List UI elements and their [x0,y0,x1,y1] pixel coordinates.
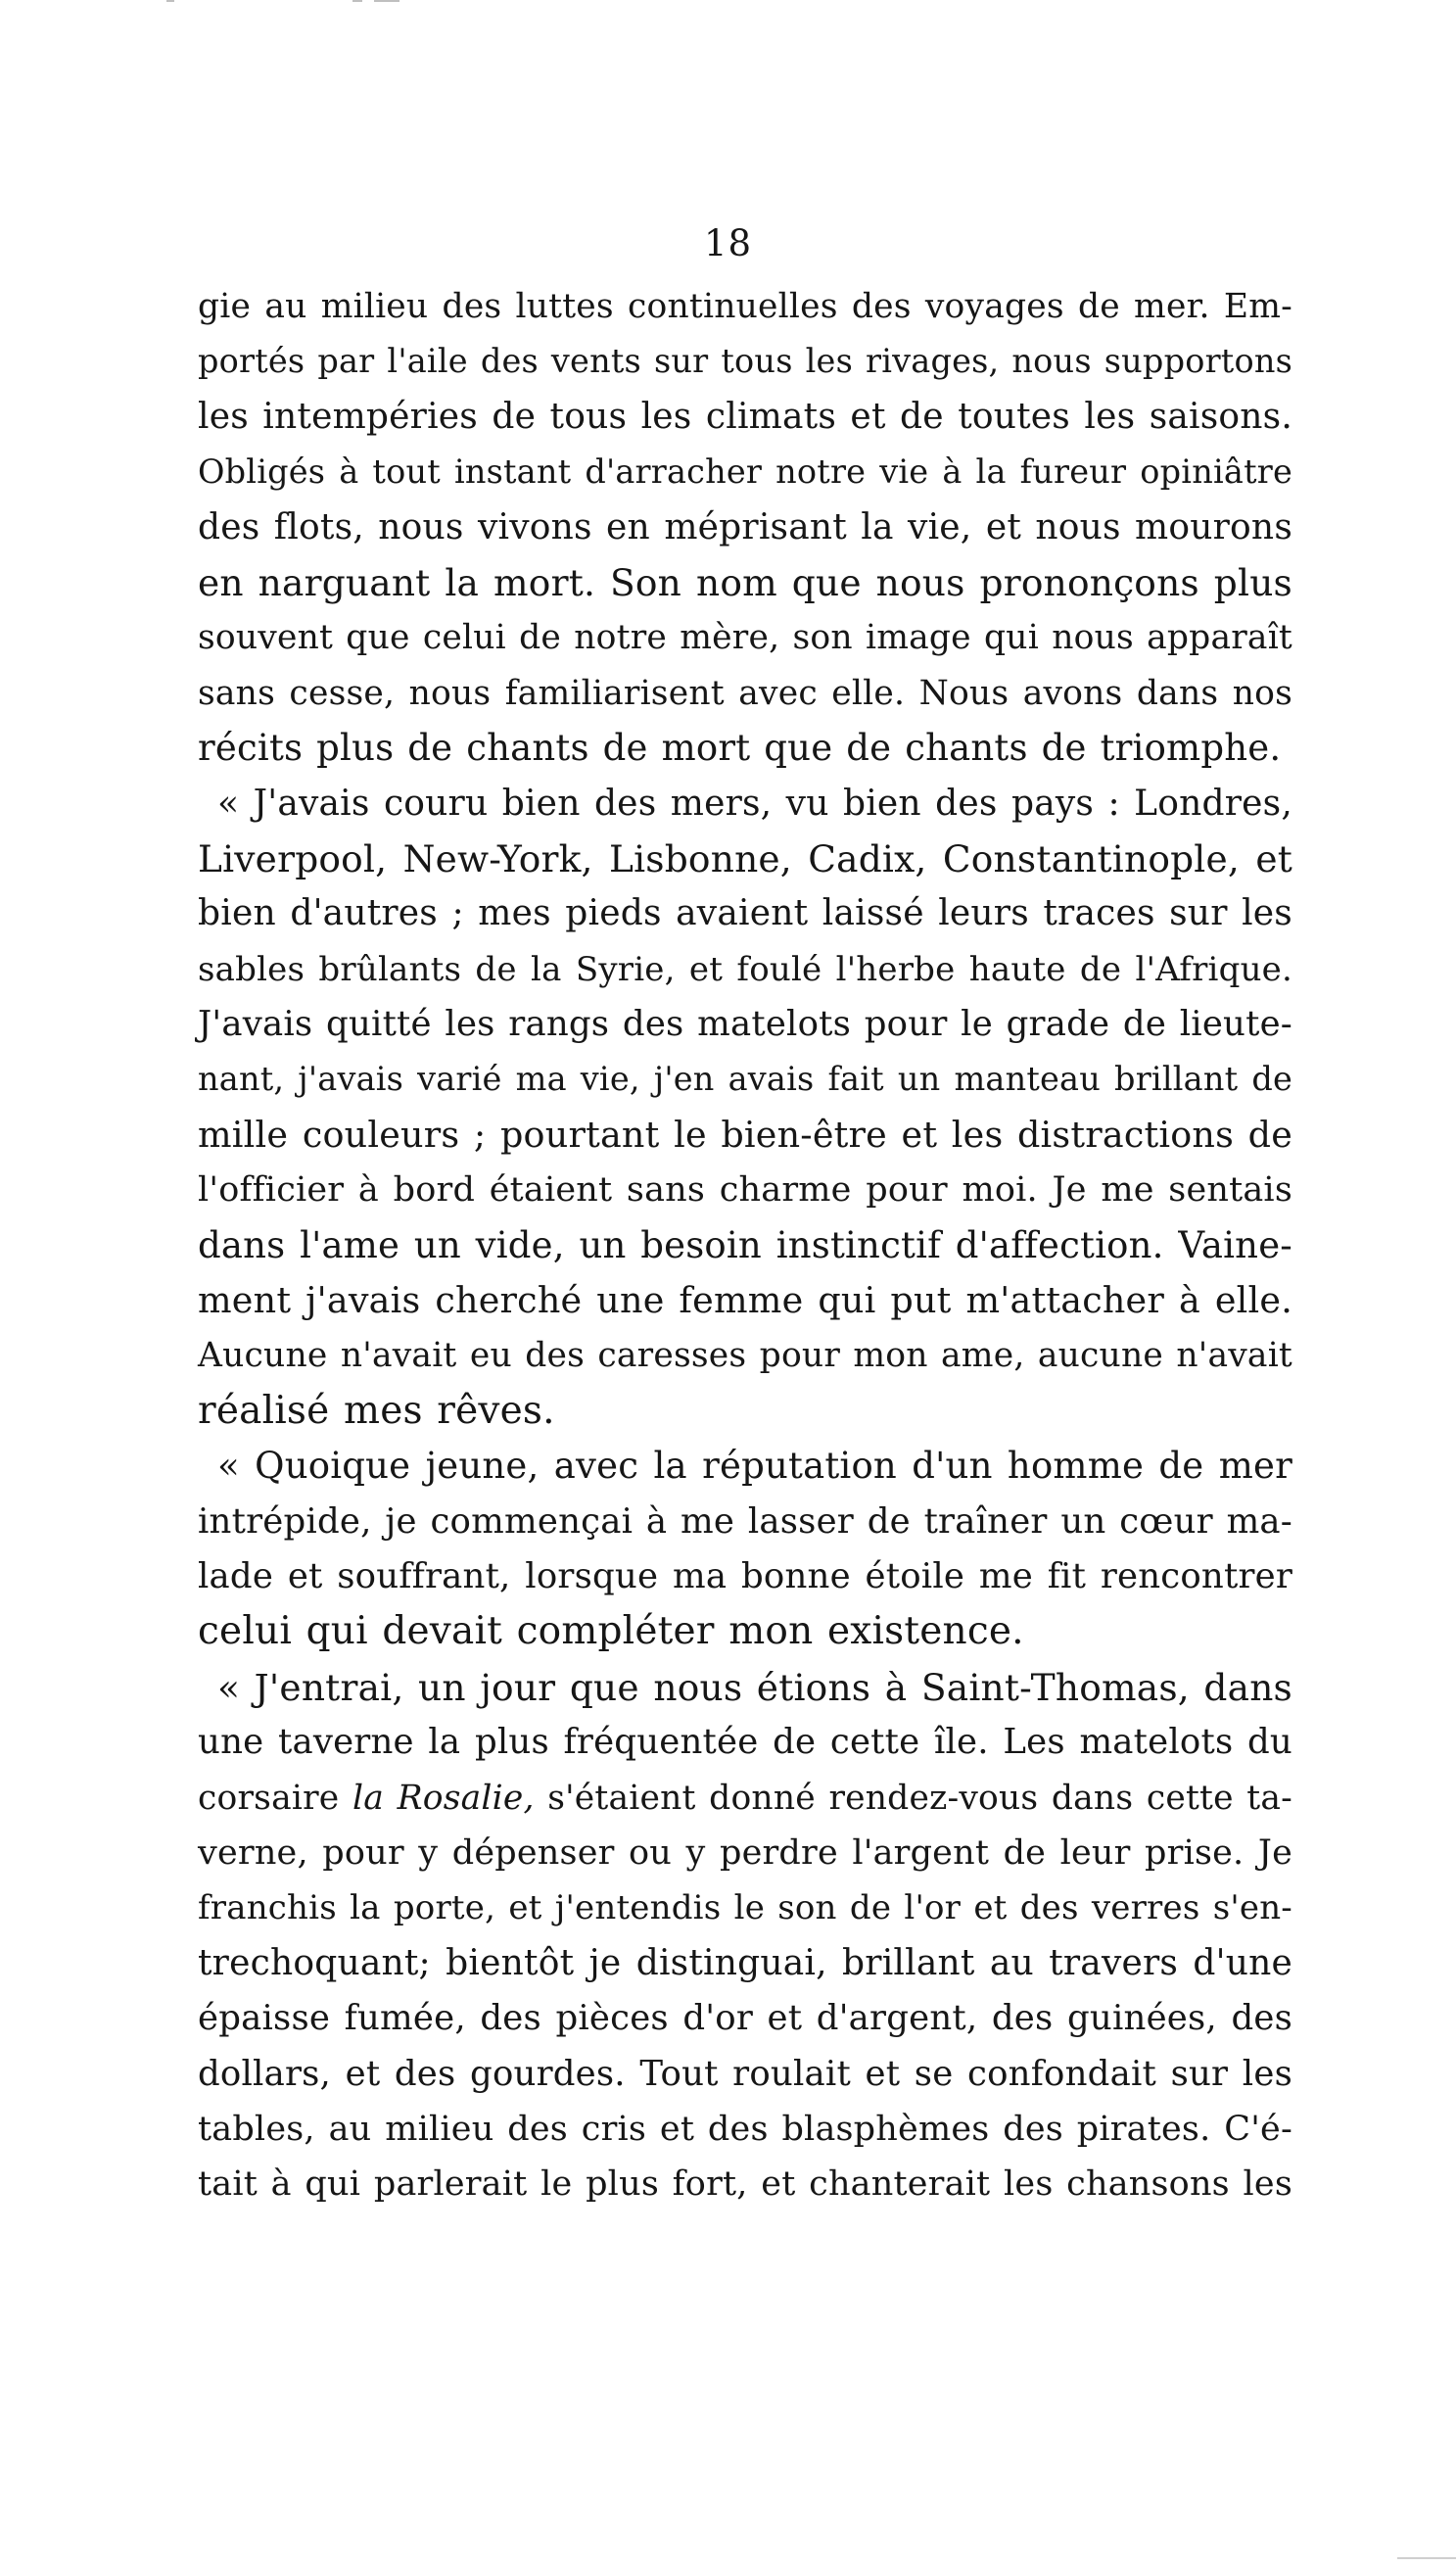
page-number: 18 [703,222,753,264]
ship-name-italic: la Rosalie, [352,1778,535,1818]
text-line: mille couleurs ; pourtant le bien-être et les distractions de [198,1113,1292,1156]
text-line: une taverne la plus fréquentée de cette île. Les matelots du [198,1722,1292,1763]
text-line: Aucune n'avait eu des caresses pour mon ame, aucune n'avait [198,1336,1292,1376]
text-line: souvent que celui de notre mère, son image qui nous apparaît [198,618,1292,658]
text-line: J'avais quitté les rangs des matelots pour le grade de lieute- [198,1004,1292,1045]
text-line: ment j'avais cherché une femme qui put m'attacher à elle. [198,1279,1292,1322]
body-text [198,279,1292,2212]
text-line: portés par l'aile des vents sur tous les rivages, nous supportons [198,342,1292,381]
text-line: épaisse fumée, des pièces d'or et d'argent, des guinées, des [198,1998,1292,2039]
text-line: bien d'autres ; mes pieds avaient laissé leurs traces sur les [198,893,1292,934]
text-line: « J'avais couru bien des mers, vu bien des pays : Londres, [217,783,1292,824]
text-line: lade et souffrant, lorsque ma bonne étoile me fit rencontrer [198,1555,1292,1596]
paragraph [198,279,1292,777]
text-line: sans cesse, nous familiarisent avec elle. Nous avons dans nos [198,673,1292,713]
text-line: Liverpool, New-York, Lisbonne, Cadix, Constantinople, et [198,836,1292,880]
text-line: l'officier à bord étaient sans charme pour moi. Je me sentais [198,1170,1292,1211]
text-line: « J'entrai, un jour que nous étions à Saint-Thomas, dans [217,1665,1292,1709]
text-line: Obligés à tout instant d'arracher notre vie à la fureur opiniâtre [198,452,1292,492]
text-line: gie au milieu des luttes continuelles des voyages de mer. Em- [198,287,1292,326]
text-line: dans l'ame un vide, un besoin instinctif d'affection. Vaine- [198,1223,1292,1266]
paragraph [198,1660,1292,2212]
text-line: tait à qui parlerait le plus fort, et chanterait les chansons les [198,2164,1292,2205]
text-line: tables, au milieu des cris et des blasphèmes des pirates. C'é- [198,2109,1292,2149]
text-line: trechoquant; bientôt je distinguai, brillant au travers d'une [198,1942,1292,1983]
text-line: nant, j'avais varié ma vie, j'en avais fait un manteau brillant de [198,1060,1292,1099]
paragraph [198,777,1292,1440]
text-line: les intempéries de tous les climats et de toutes les saisons. [198,396,1292,437]
text-line: verne, pour y dépenser ou y perdre l'argent de leur prise. Je [198,1832,1292,1873]
text-line: sables brûlants de la Syrie, et foulé l'herbe haute de l'Afrique. [198,949,1292,989]
text-line-with-italic [198,1771,1292,1826]
text-line: celui qui devait compléter mon existence. [198,1609,1024,1654]
text-segment: corsaire [198,1778,340,1818]
scan-edge-marks [166,0,401,6]
text-line: « Quoique jeune, avec la réputation d'un homme de mer [217,1445,1292,1488]
text-segment: s'étaient donné rendez-vous dans cette ta- [547,1778,1292,1818]
text-line: en narguant la mort. Son nom que nous prononçons plus [198,560,1292,604]
text-line: dollars, et des gourdes. Tout roulait et se confondait sur les [198,2053,1292,2094]
text-line: franchis la porte, et j'entendis le son de l'or et des verres s'en- [198,1888,1292,1928]
text-line: réalisé mes rêves. [198,1388,555,1433]
text-line: des flots, nous vivons en méprisant la vie, et nous mourons [198,506,1292,547]
paragraph [198,1439,1292,1660]
text-line: intrépide, je commençai à me lasser de traîner un cœur ma- [198,1500,1292,1542]
scan-edge-mark [1397,2557,1456,2559]
text-line: récits plus de chants de mort que de chants de triomphe. [198,727,1282,770]
